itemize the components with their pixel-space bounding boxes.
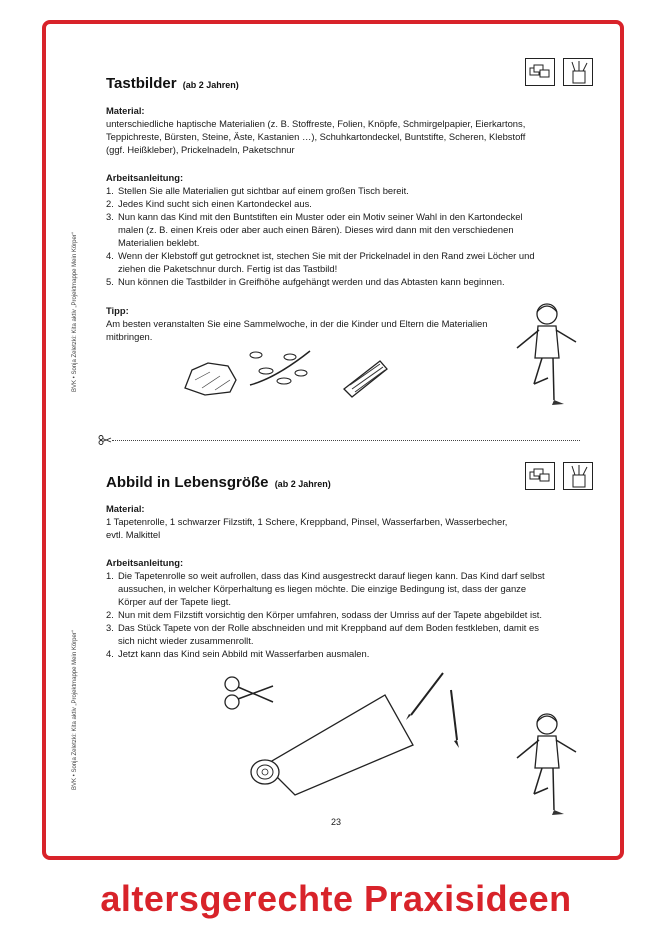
section1-instructions-label: Arbeitsanleitung: [106,172,184,183]
material-icon-box [525,58,555,86]
section1-material [106,104,536,156]
step-item: 1. Die Tapetenrolle so weit aufrollen, dass das Kind ausgestreckt darauf liegen kann. Das Kind darf selbst aussuchen, in welcher Körperhaltung es liegen möchte. Die einzige Bedingung ist, dass der ganze Körper auf der Tapete liegt. [106,570,545,607]
pencil-cup-icon [564,463,594,491]
section1-tip [106,304,501,343]
wallpaper-roll-illustration [235,690,415,800]
child-illustration-1 [512,300,582,410]
step-item: 2. Jedes Kind sucht sich einen Kartondeckel aus. [106,198,312,209]
step-item: 3. Nun kann das Kind mit den Buntstiften ein Muster oder ein Motiv seiner Wahl in den Kartondeckel malen (z. B. einen Kreis oder aber auch einen Bären). Dieses wird dann mit den verschiedenen Materialien beklebt. [106,211,523,248]
step-item: 3. Das Stück Tapete von der Rolle abschneiden und mit Kreppband auf dem Boden festkleben, damit es sich nicht wieder zusammenrollt. [106,622,539,646]
tip-text: Am besten veranstalten Sie eine Sammelwoche, in der die Kinder und Eltern die Materialien mitbringen. [106,318,488,342]
brush-pen-illustration [403,670,463,750]
section2-instructions [106,556,556,660]
pencil-cup-icon-box-2 [563,462,593,490]
stone-illustration [180,358,240,398]
child-illustration-2 [512,710,582,820]
section1-steps [106,184,536,288]
section1-material-text: unterschiedliche haptische Materialien (z. B. Stoffreste, Folien, Knöpfe, Schmirgelpapier, Eierkartons, Teppichreste, Bürsten, Steine, Äste, Kastanien …), Schuhkartondeckel, Buntstifte, Scheren, Klebstoff (ggf. Heißkleber), Prickelnadeln, Paketschnur [106,118,526,155]
brush-illustration [340,355,390,400]
section1-title [106,75,239,92]
section1-instructions [106,171,536,288]
material-icon [526,59,556,87]
section1-material-label: Material: [106,105,145,116]
step-item: 5. Nun können die Tastbilder in Greifhöhe aufgehängt werden und das Abtasten kann beginnen. [106,276,505,287]
material-icon [526,463,556,491]
cut-line [112,440,580,441]
section2-steps [106,569,556,660]
step-item: 2. Nun mit dem Filzstift vorsichtig den Körper umfahren, sodass der Umriss auf der Tapete abgebildet ist. [106,609,542,620]
section1-age: (ab 2 Jahren) [182,80,239,90]
section2-age: (ab 2 Jahren) [274,479,331,489]
section1-title-text: Tastbilder [106,75,177,92]
page-number: 23 [330,817,341,827]
section2-title-text: Abbild in Lebensgröße [106,474,269,491]
section2-material-text: 1 Tapetenrolle, 1 schwarzer Filzstift, 1 Schere, Kreppband, Pinsel, Wasserfarben, Wasserbecher, evtl. Malkittel [106,516,508,540]
section2-instructions-label: Arbeitsanleitung: [106,557,184,568]
side-note-bottom: BVK • Sonja Zeletzki: Kita aktiv „Projektmappe Mein Körper“ [72,630,78,790]
material-icon-box-2 [525,462,555,490]
side-note-top: BVK • Sonja Zeletzki: Kita aktiv „Projektmappe Mein Körper“ [72,232,78,392]
branch-illustration [246,343,316,398]
step-item: 4. Wenn der Klebstoff gut getrocknet ist, stechen Sie mit der Prickelnadel in den Rand zwei Löcher und ziehen die Paketschnur durch. Fertig ist das Tastbild! [106,250,535,274]
section2-material-label: Material: [106,503,145,514]
pencil-cup-icon-box [563,58,593,86]
footer-banner: altersgerechte Praxisideen [100,878,572,919]
section2-title [106,474,331,491]
tip-label: Tipp: [106,305,129,316]
section2-material [106,502,526,541]
step-item: 4. Jetzt kann das Kind sein Abbild mit Wasserfarben ausmalen. [106,648,370,659]
scissors-icon [98,435,112,445]
pencil-cup-icon [564,59,594,87]
step-item: 1. Stellen Sie alle Materialien gut sichtbar auf einem großen Tisch bereit. [106,185,409,196]
